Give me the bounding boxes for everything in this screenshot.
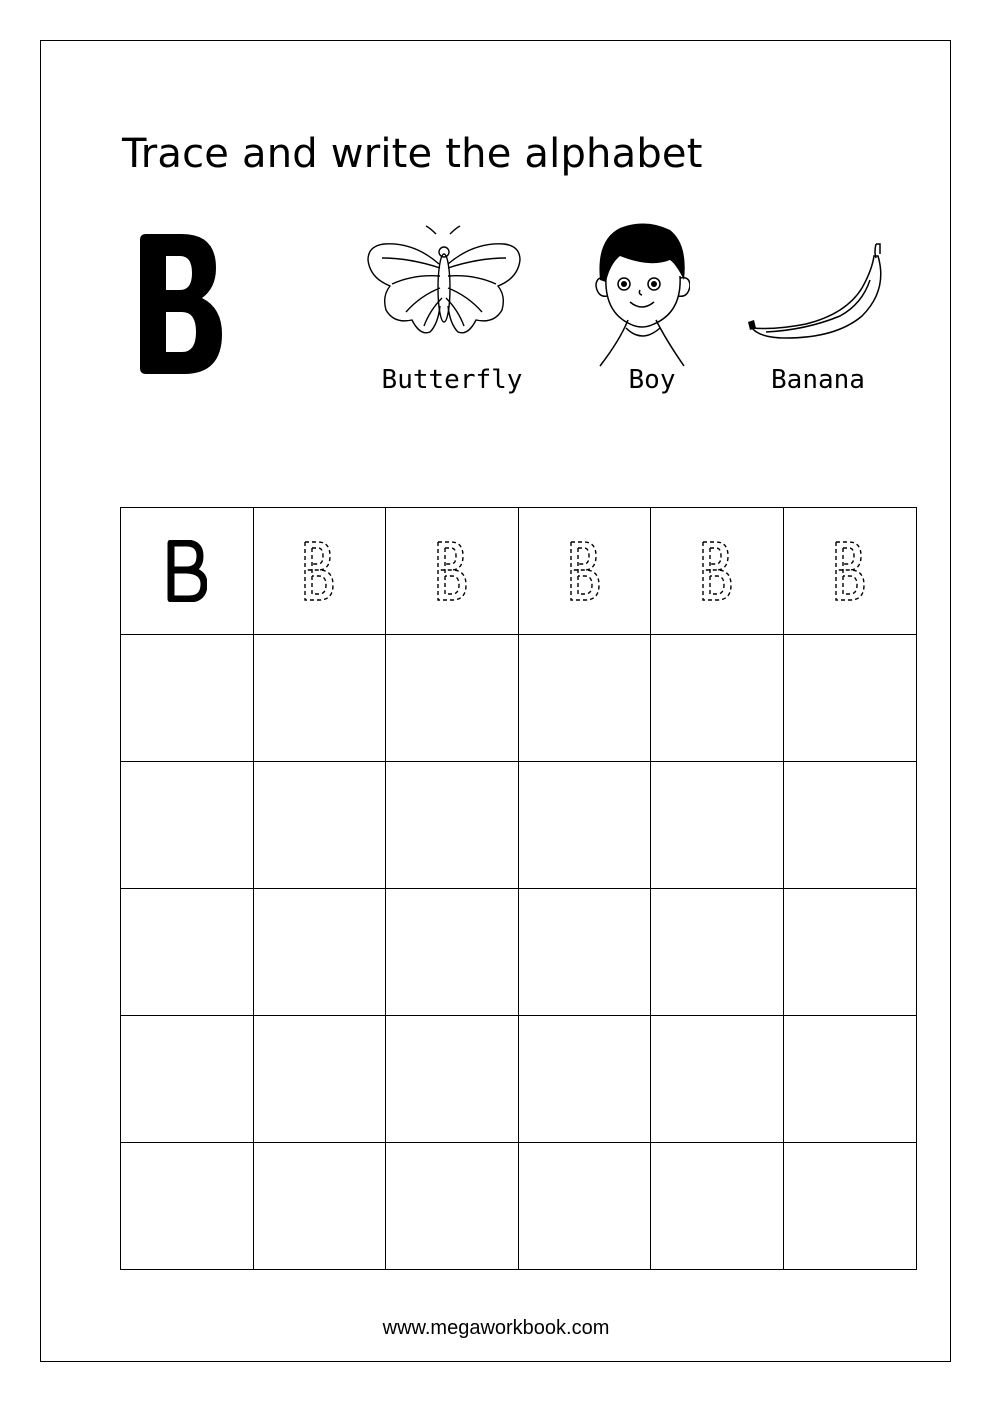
writing-cell[interactable] bbox=[121, 889, 254, 1016]
footer-url[interactable]: www.megaworkbook.com bbox=[382, 1317, 610, 1339]
writing-cell[interactable] bbox=[121, 762, 254, 889]
writing-row bbox=[121, 762, 917, 889]
writing-cell[interactable] bbox=[518, 889, 651, 1016]
dashed-letter-b bbox=[700, 540, 734, 602]
caption-butterfly: Butterfly bbox=[381, 365, 523, 395]
writing-cell[interactable] bbox=[253, 635, 386, 762]
model-letter-cell bbox=[121, 508, 254, 635]
writing-cell[interactable] bbox=[518, 1016, 651, 1143]
writing-row bbox=[121, 635, 917, 762]
boy-icon bbox=[590, 220, 690, 370]
writing-cell[interactable] bbox=[386, 762, 519, 889]
dashed-letter-b bbox=[435, 540, 469, 602]
boy-picture bbox=[590, 220, 690, 370]
trace-cell[interactable] bbox=[518, 508, 651, 635]
writing-cell[interactable] bbox=[783, 635, 916, 762]
trace-row bbox=[121, 508, 917, 635]
writing-cell[interactable] bbox=[121, 635, 254, 762]
writing-cell[interactable] bbox=[386, 1143, 519, 1270]
writing-row bbox=[121, 1143, 917, 1270]
dashed-letter-b bbox=[568, 540, 602, 602]
writing-cell[interactable] bbox=[783, 1143, 916, 1270]
caption-boy: Boy bbox=[628, 365, 676, 395]
dashed-letter-b bbox=[302, 540, 336, 602]
page-title: Trace and write the alphabet bbox=[122, 131, 703, 177]
writing-cell[interactable] bbox=[386, 1016, 519, 1143]
writing-row bbox=[121, 889, 917, 1016]
caption-banana: Banana bbox=[771, 365, 865, 395]
writing-cell[interactable] bbox=[253, 1143, 386, 1270]
writing-cell[interactable] bbox=[783, 762, 916, 889]
writing-cell[interactable] bbox=[518, 762, 651, 889]
writing-cell[interactable] bbox=[518, 635, 651, 762]
butterfly-icon bbox=[364, 224, 524, 346]
trace-cell[interactable] bbox=[386, 508, 519, 635]
writing-cell[interactable] bbox=[386, 889, 519, 1016]
butterfly-picture bbox=[364, 224, 524, 346]
writing-cell[interactable] bbox=[783, 1016, 916, 1143]
trace-cell[interactable] bbox=[253, 508, 386, 635]
writing-cell[interactable] bbox=[253, 1016, 386, 1143]
writing-cell[interactable] bbox=[651, 889, 784, 1016]
banana-picture bbox=[746, 240, 896, 344]
writing-cell[interactable] bbox=[253, 762, 386, 889]
writing-cell[interactable] bbox=[783, 889, 916, 1016]
writing-cell[interactable] bbox=[386, 635, 519, 762]
writing-cell[interactable] bbox=[121, 1016, 254, 1143]
writing-row bbox=[121, 1016, 917, 1143]
solid-letter-b bbox=[167, 540, 207, 602]
banana-icon bbox=[746, 240, 896, 344]
dashed-letter-b bbox=[833, 540, 867, 602]
trace-cell[interactable] bbox=[783, 508, 916, 635]
writing-cell[interactable] bbox=[253, 889, 386, 1016]
writing-cell[interactable] bbox=[651, 1143, 784, 1270]
writing-cell[interactable] bbox=[651, 1016, 784, 1143]
writing-cell[interactable] bbox=[651, 635, 784, 762]
writing-cell[interactable] bbox=[651, 762, 784, 889]
trace-cell[interactable] bbox=[651, 508, 784, 635]
tracing-grid bbox=[120, 507, 917, 1270]
big-letter-b bbox=[136, 232, 226, 377]
writing-cell[interactable] bbox=[518, 1143, 651, 1270]
writing-cell[interactable] bbox=[121, 1143, 254, 1270]
